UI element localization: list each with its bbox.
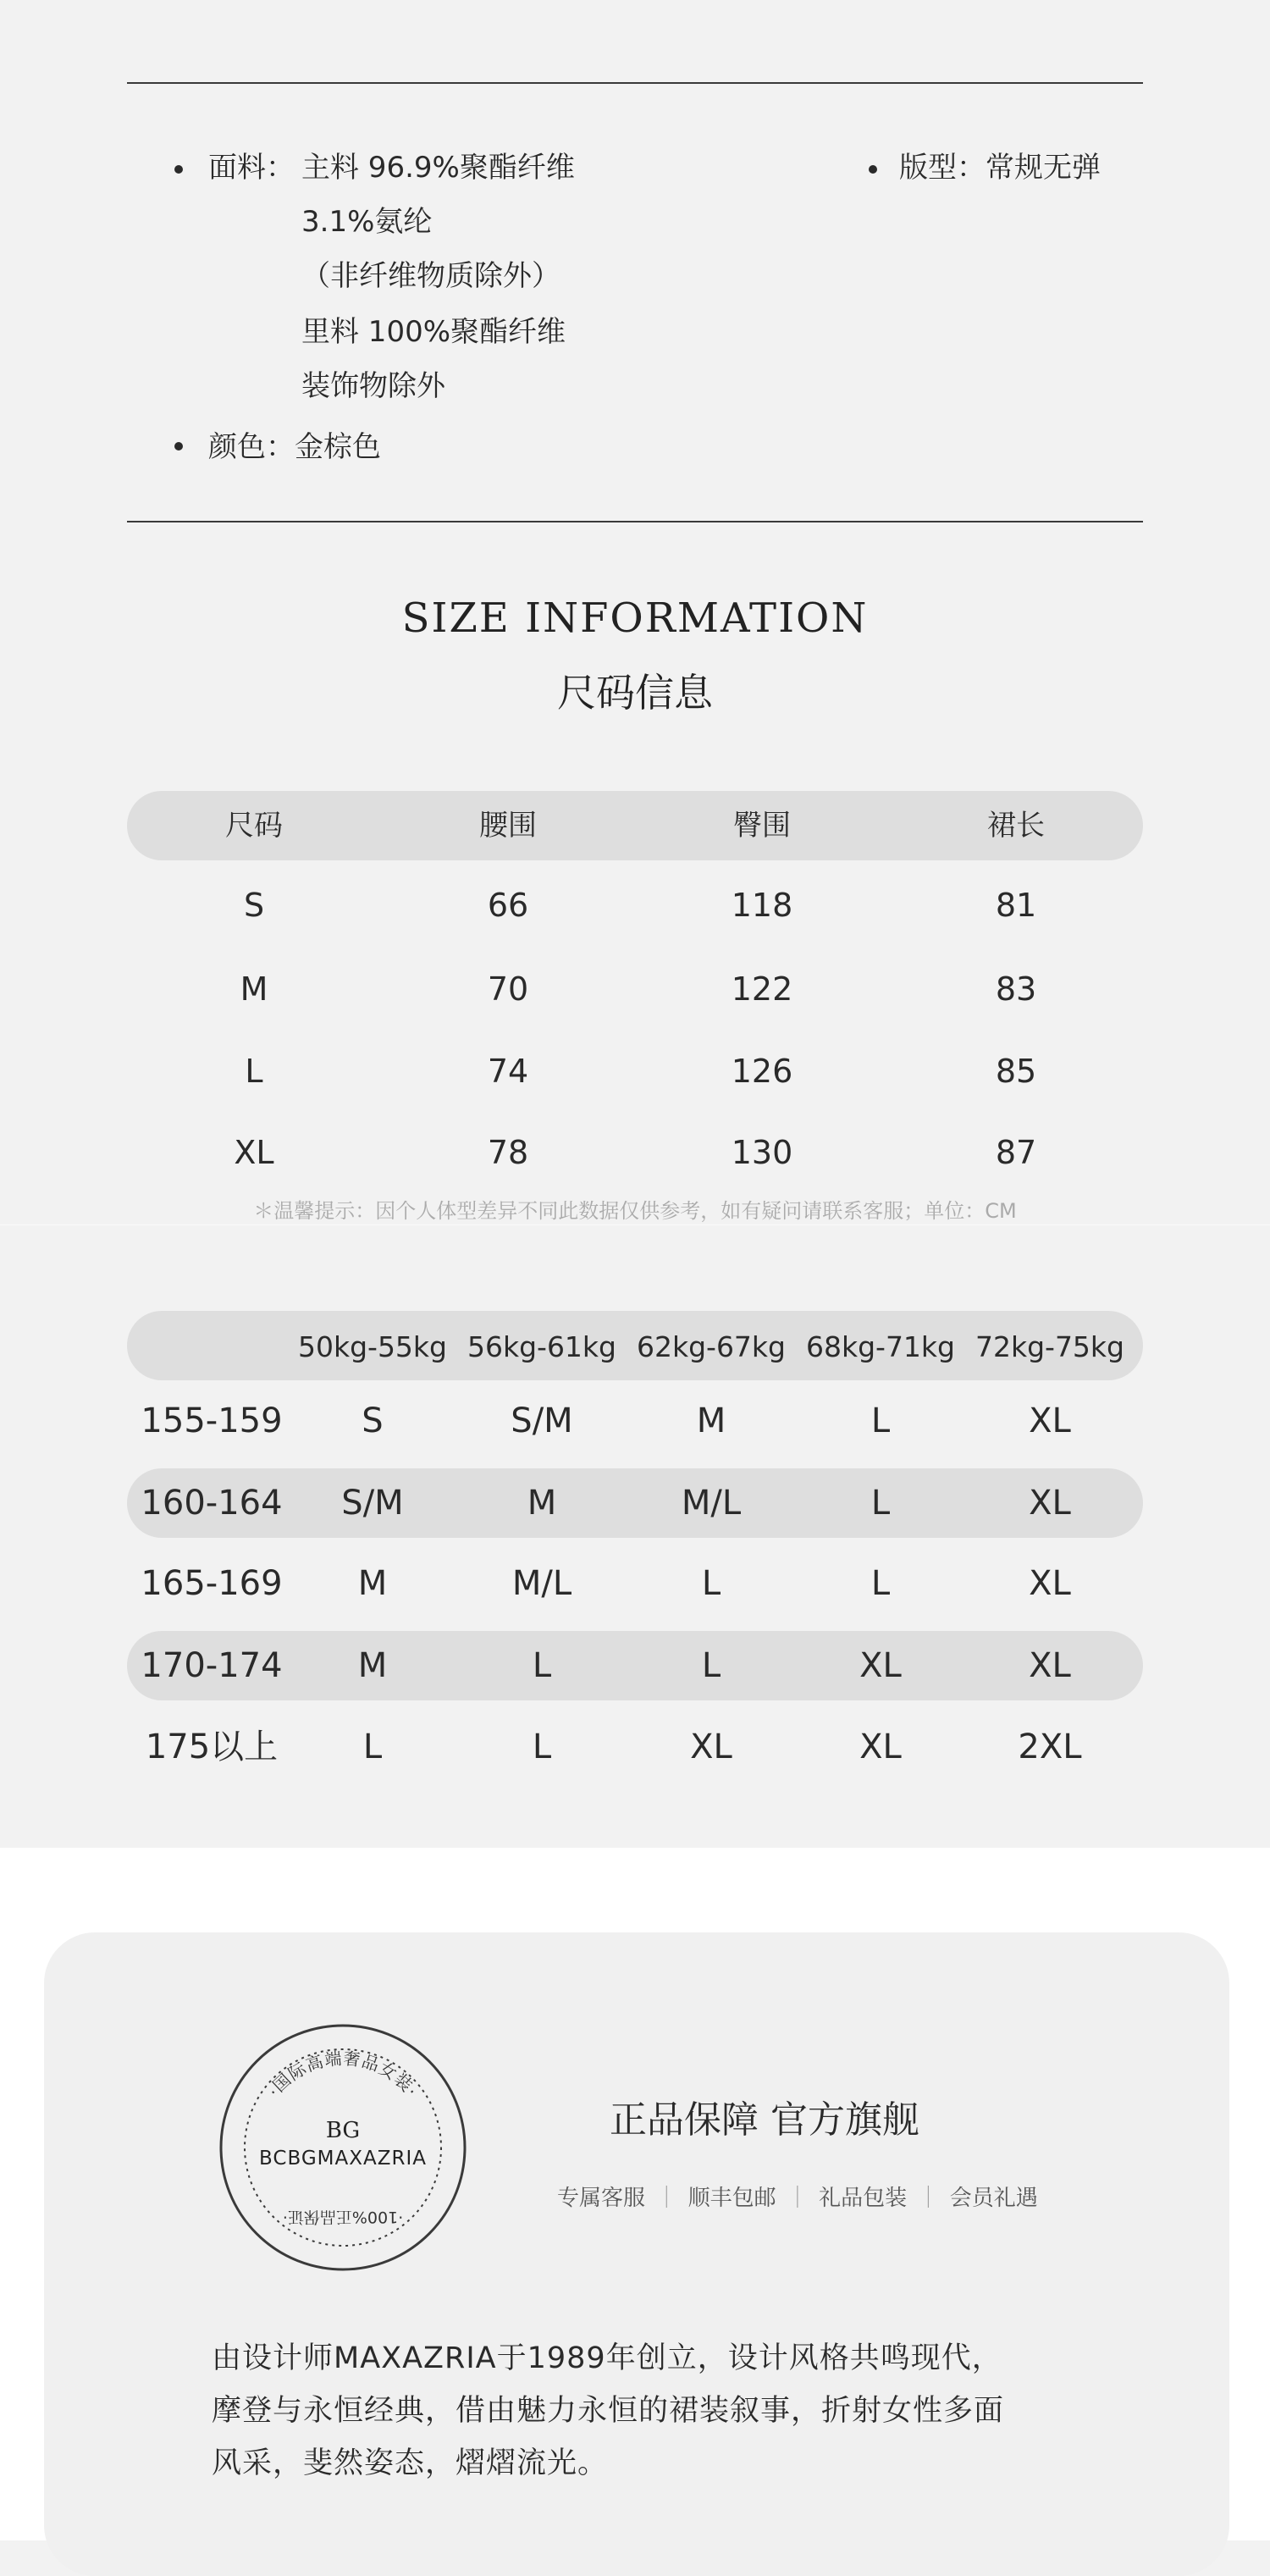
- seal-mark-text: BG: [325, 2118, 361, 2143]
- recommend-cell: M/L: [511, 1564, 572, 1603]
- size-title-cn: 尺码信息: [557, 670, 713, 716]
- size-cell: 85: [995, 1053, 1037, 1090]
- recommend-cell: L: [870, 1484, 891, 1523]
- size-cell: 70: [487, 970, 529, 1008]
- recommend-cell: M: [357, 1564, 388, 1603]
- size-cell: 74: [487, 1053, 529, 1090]
- bullet-icon: [869, 165, 877, 174]
- size-cell: M: [240, 970, 268, 1008]
- recommend-cell: L: [701, 1646, 721, 1685]
- height-label: 170-174: [141, 1646, 283, 1685]
- middle-divider: [127, 521, 1143, 522]
- recommend-cell: L: [870, 1564, 891, 1603]
- seal-bottom-text: ·100%正品保证·: [282, 2208, 404, 2226]
- guarantee-title: 正品保障 官方旗舰: [610, 2098, 919, 2142]
- recommend-cell: XL: [859, 1646, 902, 1685]
- size-cell: 66: [487, 887, 529, 924]
- recommend-cell: L: [532, 1646, 552, 1685]
- brand-seal: [216, 2020, 470, 2275]
- fabric-line: 装饰物除外: [301, 369, 445, 403]
- recommend-cell: M: [357, 1646, 388, 1685]
- brand-story-line: 由设计师MAXAZRIA于1989年创立，设计风格共鸣现代，: [212, 2341, 1002, 2375]
- fabric-line: （非纤维物质除外）: [301, 259, 560, 293]
- recommend-cell: S/M: [511, 1401, 573, 1440]
- seal-top-text: ·国际高端奢品女装·: [263, 2048, 422, 2101]
- recommend-cell: XL: [1029, 1401, 1071, 1440]
- size-cell: 81: [995, 887, 1037, 924]
- height-label: 175以上: [145, 1727, 279, 1766]
- weight-header-cell: 72kg-75kg: [975, 1330, 1124, 1363]
- fabric-line: 主料 96.9%聚酯纤维: [301, 151, 575, 185]
- fabric-line: 里料 100%聚酯纤维: [301, 315, 566, 349]
- size-cell: 130: [731, 1134, 793, 1171]
- brand-story-line: 摩登与永恒经典，借由魅力永恒的裙装叙事，折射女性多面: [212, 2394, 1005, 2428]
- service-separator: ｜: [655, 2186, 678, 2211]
- height-label: 160-164: [141, 1484, 283, 1523]
- services-row: [557, 2185, 1038, 2212]
- weight-header-cell: 68kg-71kg: [805, 1330, 955, 1363]
- recommend-cell: L: [362, 1727, 383, 1766]
- recommend-cell: XL: [1029, 1646, 1071, 1685]
- fit-text: 版型：常规无弹: [899, 151, 1101, 185]
- weight-header-cell: 50kg-55kg: [297, 1330, 447, 1363]
- size-cell: 122: [731, 970, 793, 1008]
- size-cell: XL: [234, 1134, 274, 1171]
- service-item: 会员礼遇: [949, 2186, 1038, 2211]
- size-cell: S: [243, 887, 265, 924]
- size-title-en: SIZE INFORMATION: [401, 594, 869, 642]
- recommend-cell: L: [701, 1564, 721, 1603]
- size-cell: L: [245, 1053, 263, 1090]
- size-header-cell: 尺码: [225, 809, 283, 843]
- recommend-cell: M: [696, 1401, 726, 1440]
- size-header-cell: 臀围: [733, 809, 791, 843]
- color-text: 颜色：金棕色: [208, 430, 381, 464]
- recommend-cell: S: [362, 1401, 384, 1440]
- seal-brand-name: BCBGMAXAZRIA: [259, 2148, 427, 2170]
- height-label: 165-169: [141, 1564, 283, 1603]
- service-separator: ｜: [917, 2186, 940, 2211]
- top-divider: [127, 82, 1143, 84]
- size-cell: 118: [731, 887, 793, 924]
- service-item: 顺丰包邮: [687, 2186, 776, 2211]
- size-header-cell: 裙长: [987, 809, 1045, 843]
- recommend-cell: 2XL: [1018, 1727, 1082, 1766]
- recommend-cell: XL: [690, 1727, 732, 1766]
- recommend-cell: M/L: [681, 1484, 742, 1523]
- service-separator: ｜: [786, 2186, 809, 2211]
- size-cell: 83: [995, 970, 1037, 1008]
- fabric-line: 3.1%氨纶: [301, 205, 433, 239]
- service-item: 礼品包装: [819, 2186, 908, 2211]
- recommend-cell: XL: [1029, 1564, 1071, 1603]
- recommend-cell: S/M: [341, 1484, 404, 1523]
- fabric-label: 面料：: [208, 151, 295, 185]
- recommend-cell: L: [532, 1727, 552, 1766]
- recommend-cell: XL: [1029, 1484, 1071, 1523]
- size-cell: 126: [731, 1053, 793, 1090]
- size-cell: 78: [487, 1134, 529, 1171]
- bullet-icon: [174, 165, 183, 174]
- size-header-cell: 腰围: [479, 809, 537, 843]
- size-note: ＊温馨提示：因个人体型差异不同此数据仅供参考，如有疑问请联系客服；单位：CM: [253, 1199, 1017, 1223]
- bullet-icon: [174, 442, 183, 451]
- weight-header-cell: 62kg-67kg: [636, 1330, 786, 1363]
- service-item: 专属客服: [557, 2186, 646, 2211]
- brand-story-line: 风采，斐然姿态，熠熠流光。: [212, 2446, 609, 2480]
- recommend-cell: M: [527, 1484, 557, 1523]
- recommend-cell: L: [870, 1401, 891, 1440]
- height-label: 155-159: [141, 1401, 283, 1440]
- recommend-cell: XL: [859, 1727, 902, 1766]
- size-cell: 87: [995, 1134, 1037, 1171]
- weight-header-cell: 56kg-61kg: [467, 1330, 616, 1363]
